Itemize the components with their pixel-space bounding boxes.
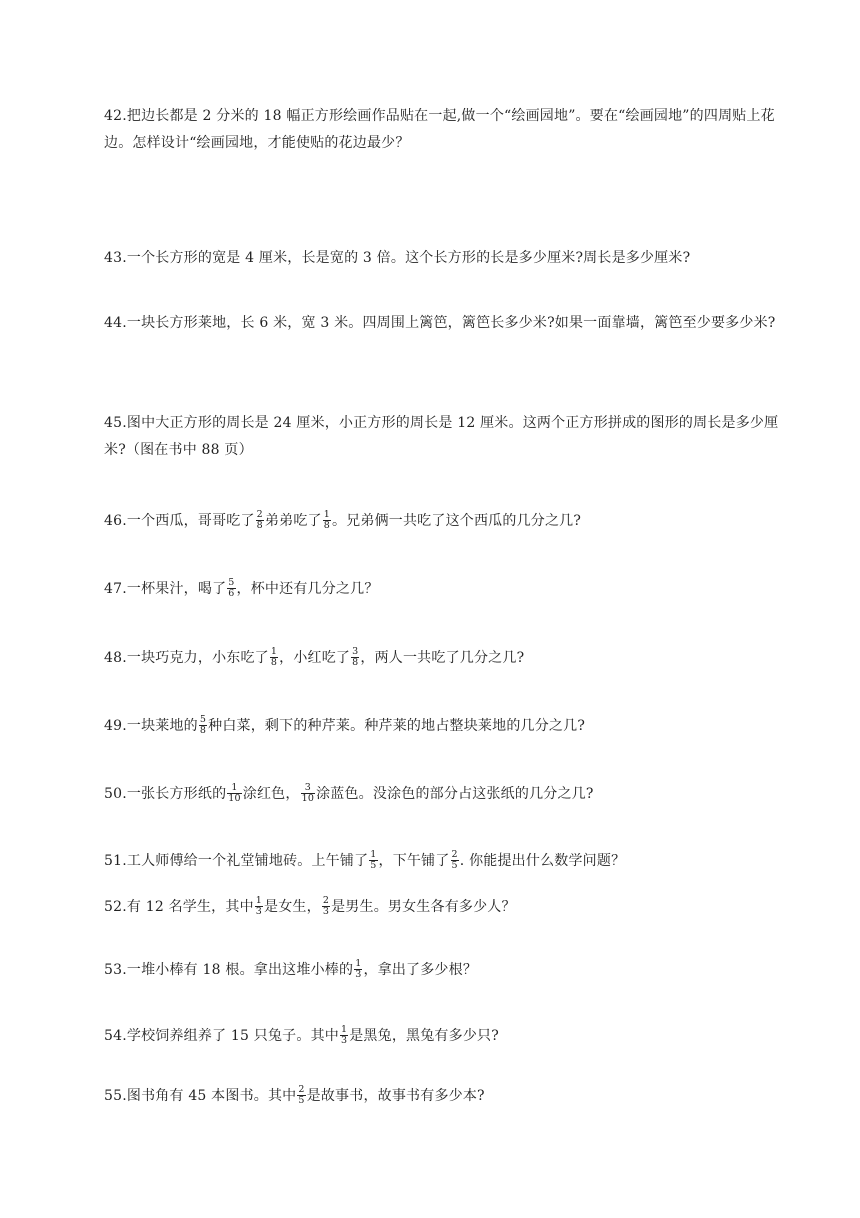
fraction-denominator: 3	[340, 1034, 348, 1046]
fraction-denominator: 5	[451, 859, 458, 871]
fraction-numerator: 1	[270, 645, 278, 657]
question-text: 是黑兔，黑兔有多少只?	[349, 1028, 499, 1044]
fraction-denominator: 8	[270, 656, 278, 668]
fraction-denominator: 6	[228, 587, 235, 599]
fraction	[451, 850, 459, 871]
question-47	[104, 576, 780, 603]
fraction	[227, 783, 242, 804]
fraction-numerator: 2	[298, 1083, 305, 1095]
question-text: 54.学校饲养组养了 15 只兔子。其中	[104, 1028, 339, 1044]
question-text: 55.图书角有 45 本图书。其中	[104, 1088, 297, 1104]
fraction	[297, 1085, 305, 1106]
question-text: ，小红吃了	[279, 650, 351, 666]
fraction-numerator: 2	[451, 848, 458, 860]
question-text: 42.把边长都是 2 分米的 18 幅正方形绘画作品贴在一起,做一个“绘画园地”。要在“绘画园地”的四周贴上花边。怎样设计“绘画园地，才能使贴的花边最少？	[104, 108, 775, 151]
question-text: 涂红色，	[242, 786, 300, 802]
fraction-denominator: 8	[323, 519, 330, 531]
question-text: 44.一块长方形莱地，长 6 米，宽 3 米。四周围上篱笆，篱笆长多少米?如果一面靠墙，篱笆至少要多少米?	[104, 315, 776, 331]
question-44	[104, 310, 780, 337]
question-51	[104, 848, 780, 875]
fraction	[351, 647, 359, 668]
fraction-numerator: 3	[352, 645, 359, 657]
fraction-denominator: 3	[322, 905, 330, 917]
question-49	[104, 713, 780, 740]
fraction-numerator: 5	[228, 576, 235, 588]
fraction	[256, 510, 264, 531]
question-text: ，杯中还有几分之几？	[236, 581, 379, 597]
fraction-denominator: 10	[228, 792, 241, 804]
question-54	[104, 1023, 780, 1050]
question-text: 43.一个长方形的宽是 4 厘米，长是宽的 3 倍。这个长方形的长是多少厘米?周长是多少厘米?	[104, 250, 691, 266]
fraction-numerator: 3	[301, 783, 316, 794]
question-text: 是女生，	[264, 899, 321, 915]
question-text: ，两人一共吃了几分之几?	[360, 650, 525, 666]
question-text: 涂蓝色。没涂色的部分占这张纸的几分之几?	[316, 786, 594, 802]
question-text: . 你能提出什么数学问题？	[459, 853, 626, 869]
fraction-numerator: 1	[340, 1023, 348, 1035]
fraction-denominator: 5	[370, 859, 377, 871]
fraction	[369, 850, 377, 871]
question-53	[104, 957, 780, 984]
fraction	[227, 578, 235, 599]
fraction-numerator: 2	[256, 508, 263, 520]
question-52	[104, 894, 780, 921]
question-46	[104, 508, 780, 535]
fraction-numerator: 1	[370, 848, 377, 860]
question-42	[104, 103, 780, 157]
fraction-numerator: 1	[255, 894, 263, 906]
question-text: 是男生。男女生各有多少人？	[331, 899, 516, 915]
fraction-denominator: 8	[352, 656, 359, 668]
question-50	[104, 781, 780, 808]
fraction	[255, 896, 263, 917]
fraction-denominator: 10	[301, 792, 315, 804]
question-text: 46.一个西瓜，哥哥吃了	[104, 513, 255, 529]
fraction	[301, 783, 316, 804]
fraction	[340, 1025, 348, 1046]
question-text: 。兄弟俩一共吃了这个西瓜的几分之几?	[331, 513, 582, 529]
question-text: 48.一块巧克力，小东吃了	[104, 650, 269, 666]
fraction	[323, 510, 331, 531]
fraction-numerator: 1	[355, 957, 362, 969]
fraction	[354, 959, 362, 980]
fraction-denominator: 3	[355, 968, 362, 980]
fraction-numerator: 1	[323, 508, 330, 520]
fraction-denominator: 8	[199, 724, 207, 736]
fraction-denominator: 8	[256, 519, 263, 531]
question-48	[104, 645, 780, 672]
question-text: 50.一张长方形纸的	[104, 786, 227, 802]
question-43	[104, 245, 780, 272]
question-text: 种白菜，剩下的种芹莱。种芹莱的地占整块莱地的几分之几?	[208, 718, 586, 734]
question-55	[104, 1083, 780, 1110]
question-text: 51.工人师傅给一个礼堂铺地砖。上午铺了	[104, 853, 369, 869]
question-text: 49.一块莱地的	[104, 718, 198, 734]
fraction-denominator: 5	[298, 1094, 305, 1106]
fraction-denominator: 3	[255, 905, 263, 917]
question-text: 弟弟吃了	[264, 513, 322, 529]
question-45	[104, 410, 780, 464]
fraction	[270, 647, 278, 668]
question-text: 47.一杯果汁，喝了	[104, 581, 227, 597]
question-text: 是故事书，故事书有多少本?	[306, 1088, 485, 1104]
fraction-numerator: 1	[227, 783, 242, 794]
fraction	[322, 896, 330, 917]
question-text: 53.一堆小棒有 18 根。拿出这堆小棒的	[104, 962, 354, 978]
fraction-numerator: 5	[199, 713, 207, 725]
question-text: 45.图中大正方形的周长是 24 厘米，小正方形的周长是 12 厘米。这两个正方形拼成的图形的周长是多少厘米?（图在书中 88 页）	[104, 415, 779, 458]
question-text: ，拿出了多少根？	[363, 962, 478, 978]
question-text: 52.有 12 名学生，其中	[104, 899, 254, 915]
fraction	[199, 715, 207, 736]
fraction-numerator: 2	[322, 894, 330, 906]
question-text: ，下午铺了	[378, 853, 450, 869]
